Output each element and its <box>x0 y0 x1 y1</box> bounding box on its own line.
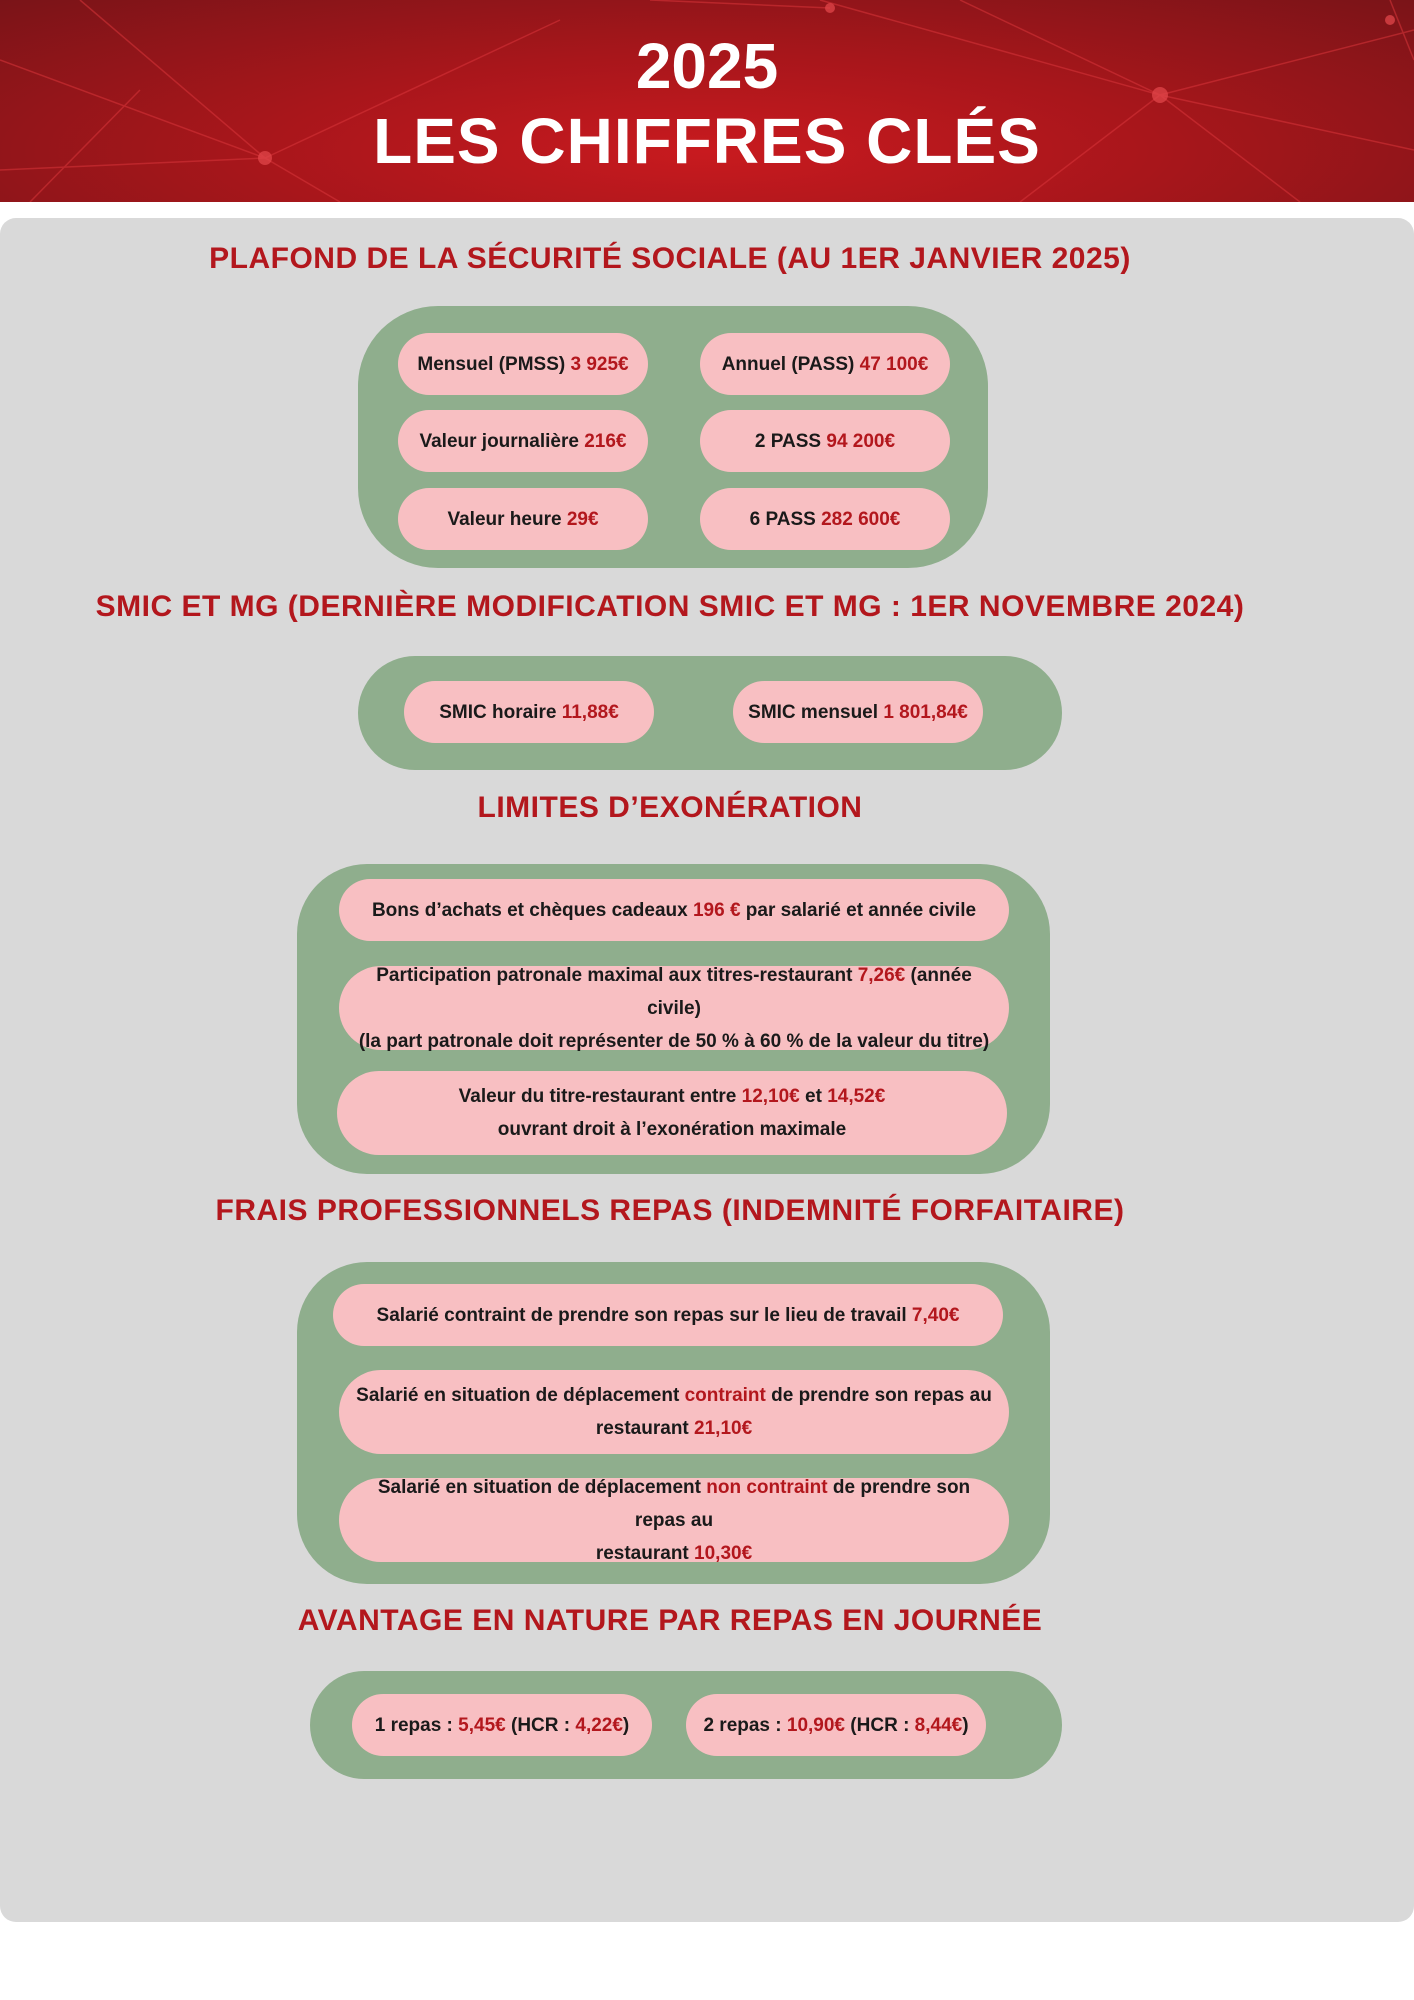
pill-text: de prendre son repas au <box>634 1476 971 1531</box>
group-plafond <box>358 306 988 568</box>
pill-emphasis: contraint <box>684 1385 766 1406</box>
header-banner <box>0 0 1414 202</box>
pill-value: 196 € <box>692 899 741 921</box>
section-title-plafond: PLAFOND DE LA SÉCURITÉ SOCIALE (AU 1ER JANVIER 2025) <box>209 242 1131 275</box>
pill-text: ) <box>622 1714 630 1736</box>
pill-label: 6 PASS <box>749 508 822 530</box>
pill-text-line2: restaurant <box>595 1542 695 1564</box>
pill-value: 10,90€ <box>786 1714 846 1736</box>
pill-label: Valeur heure <box>447 508 567 530</box>
pill-text: par salarié et année civile <box>740 899 977 921</box>
pill-value: 8,44€ <box>914 1714 963 1736</box>
pill-label: Mensuel (PMSS) <box>417 353 571 375</box>
pill-label: 1 repas : <box>374 1714 459 1736</box>
pill-6-pass <box>700 488 950 550</box>
pill-emphasis: non contraint <box>706 1476 828 1498</box>
pill-deplacement-contraint <box>339 1370 1009 1454</box>
pill-value: 10,30€ <box>694 1542 753 1564</box>
pill-value: 7,26€ <box>857 964 906 986</box>
pill-text-line2: ouvrant droit à l’exonération maximale <box>497 1119 847 1140</box>
pill-text: (HCR : <box>845 1714 915 1736</box>
pill-label: 2 PASS <box>754 430 827 452</box>
pill-value: 21,10€ <box>694 1418 753 1439</box>
pill-annuel-pass <box>700 333 950 395</box>
header-year: 2025 <box>635 30 779 102</box>
pill-value: 94 200€ <box>826 430 896 452</box>
group-frais <box>297 1262 1050 1584</box>
pill-repas-lieu-travail <box>333 1284 1003 1346</box>
pill-label: 2 repas : <box>703 1714 787 1736</box>
pill-smic-horaire <box>404 681 654 743</box>
pill-2-pass <box>700 410 950 472</box>
pill-label: SMIC horaire <box>439 701 562 723</box>
pill-text: (année civile) <box>647 964 972 1019</box>
pill-value: 12,10€ <box>741 1086 800 1107</box>
pill-value: 282 600€ <box>821 508 901 530</box>
pill-smic-mensuel <box>733 681 983 743</box>
pill-text: Participation patronale maximal aux titres-restaurant <box>376 964 858 986</box>
section-title-limites: LIMITES D’EXONÉRATION <box>477 791 863 824</box>
pill-valeur-heure <box>398 488 648 550</box>
pill-value: 4,22€ <box>575 1714 623 1736</box>
pill-2-repas <box>686 1694 986 1756</box>
header-title: LES CHIFFRES CLÉS <box>373 105 1041 177</box>
content-panel <box>0 218 1414 1922</box>
pill-value: 216€ <box>584 430 627 452</box>
pill-value: 3 925€ <box>570 353 629 375</box>
pill-value: 1 801,84€ <box>883 701 968 723</box>
pill-text: Salarié en situation de déplacement <box>356 1385 685 1406</box>
pill-mensuel-pmss <box>398 333 648 395</box>
pill-1-repas <box>352 1694 652 1756</box>
pill-value: 5,45€ <box>458 1714 506 1736</box>
pill-text: Salarié contraint de prendre son repas sur le lieu de travail <box>376 1304 912 1326</box>
pill-valeur-journaliere <box>398 410 648 472</box>
pill-bons-achats <box>339 879 1009 941</box>
pill-value: 29€ <box>566 508 599 530</box>
pill-value: 14,52€ <box>827 1086 886 1107</box>
pill-label: SMIC mensuel <box>748 701 884 723</box>
section-title-frais: FRAIS PROFESSIONNELS REPAS (INDEMNITÉ FORFAITAIRE) <box>215 1194 1125 1227</box>
pill-text-line2: (la part patronale doit représenter de 50 % à 60 % de la valeur du titre) <box>358 1030 990 1052</box>
pill-label: Valeur journalière <box>419 430 585 452</box>
pill-text: ) <box>962 1714 969 1736</box>
pill-value: 47 100€ <box>859 353 929 375</box>
pill-participation-patronale <box>339 966 1009 1050</box>
pill-deplacement-non-contraint <box>339 1478 1009 1562</box>
pill-valeur-titre-restaurant <box>337 1071 1007 1155</box>
pill-value: 7,40€ <box>911 1304 960 1326</box>
pill-text: Bons d’achats et chèques cadeaux <box>371 899 693 921</box>
pill-text: (HCR : <box>505 1714 576 1736</box>
pill-value: 11,88€ <box>561 701 619 723</box>
group-avantage <box>310 1671 1062 1779</box>
pill-text-line2: restaurant <box>595 1418 695 1439</box>
pill-text: Salarié en situation de déplacement <box>377 1476 707 1498</box>
pill-text: de prendre son repas au <box>765 1385 992 1406</box>
pill-label: Annuel (PASS) <box>721 353 860 375</box>
pill-text: et <box>799 1086 828 1107</box>
section-title-smic: SMIC ET MG (DERNIÈRE MODIFICATION SMIC ET MG : 1ER NOVEMBRE 2024) <box>95 590 1245 623</box>
section-title-avantage: AVANTAGE EN NATURE PAR REPAS EN JOURNÉE <box>297 1604 1043 1637</box>
group-smic <box>358 656 1062 770</box>
group-limites <box>297 864 1050 1174</box>
pill-text: Valeur du titre-restaurant entre <box>458 1086 742 1107</box>
